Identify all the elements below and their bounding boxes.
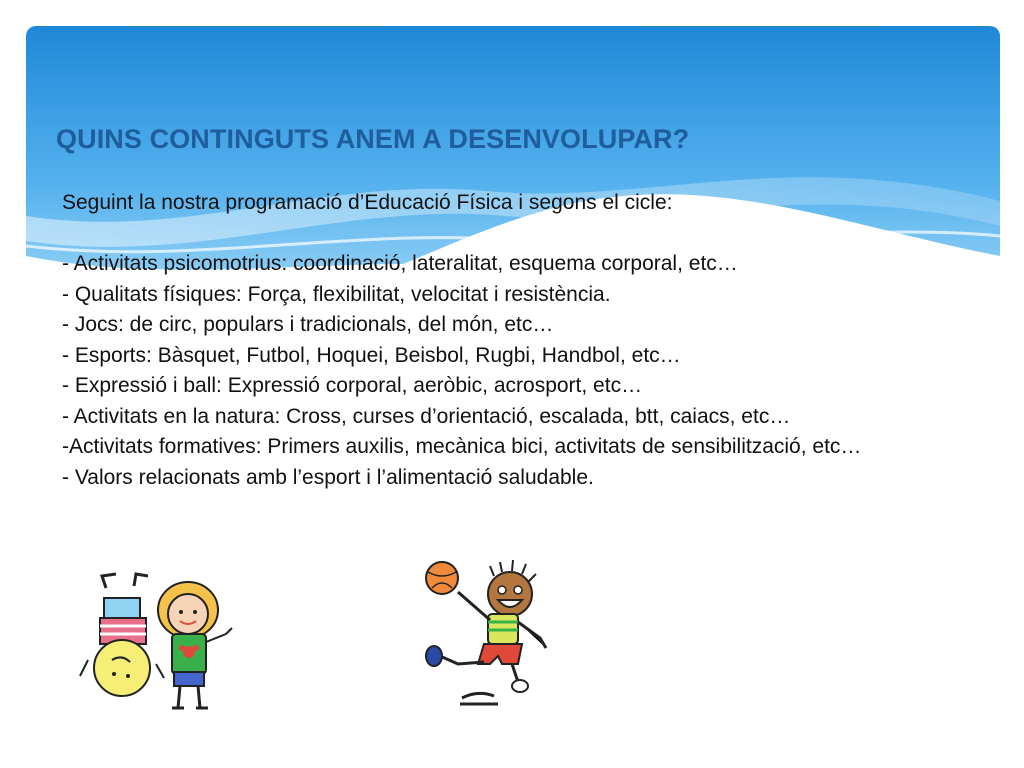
list-item: - Jocs: de circ, populars i tradicionals, del món, etc… (62, 313, 554, 336)
slide-body (62, 188, 992, 493)
slide-title: QUINS CONTINGUTS ANEM A DESENVOLUPAR? (56, 124, 690, 154)
list-item: - Activitats en la natura: Cross, curses d’orientació, escalada, btt, caiacs, etc… (62, 404, 791, 428)
list-item: - Valors relacionats amb l’esport i l’alimentació saludable. (62, 465, 594, 489)
list-item: -Activitats formatives: Primers auxilis, mecànica bici, activitats de sensibilització, etc… (62, 435, 862, 458)
spacer (62, 219, 992, 250)
list-item: - Esports: Bàsquet, Futbol, Hoquei, Beisbol, Rugbi, Handbol, etc… (62, 343, 681, 367)
children-playing-illustration (76, 568, 246, 718)
intro-text: Seguint la nostra programació d’Educació Física i segons el cicle: (62, 191, 673, 214)
boy-with-ball-illustration (418, 556, 558, 716)
list-item: - Activitats psicomotrius: coordinació, lateralitat, esquema corporal, etc… (62, 252, 738, 275)
list-item: - Qualitats físiques: Força, flexibilitat, velocitat i resistència. (62, 282, 611, 306)
list-item: - Expressió i ball: Expressió corporal, aeròbic, acrosport, etc… (62, 374, 643, 397)
